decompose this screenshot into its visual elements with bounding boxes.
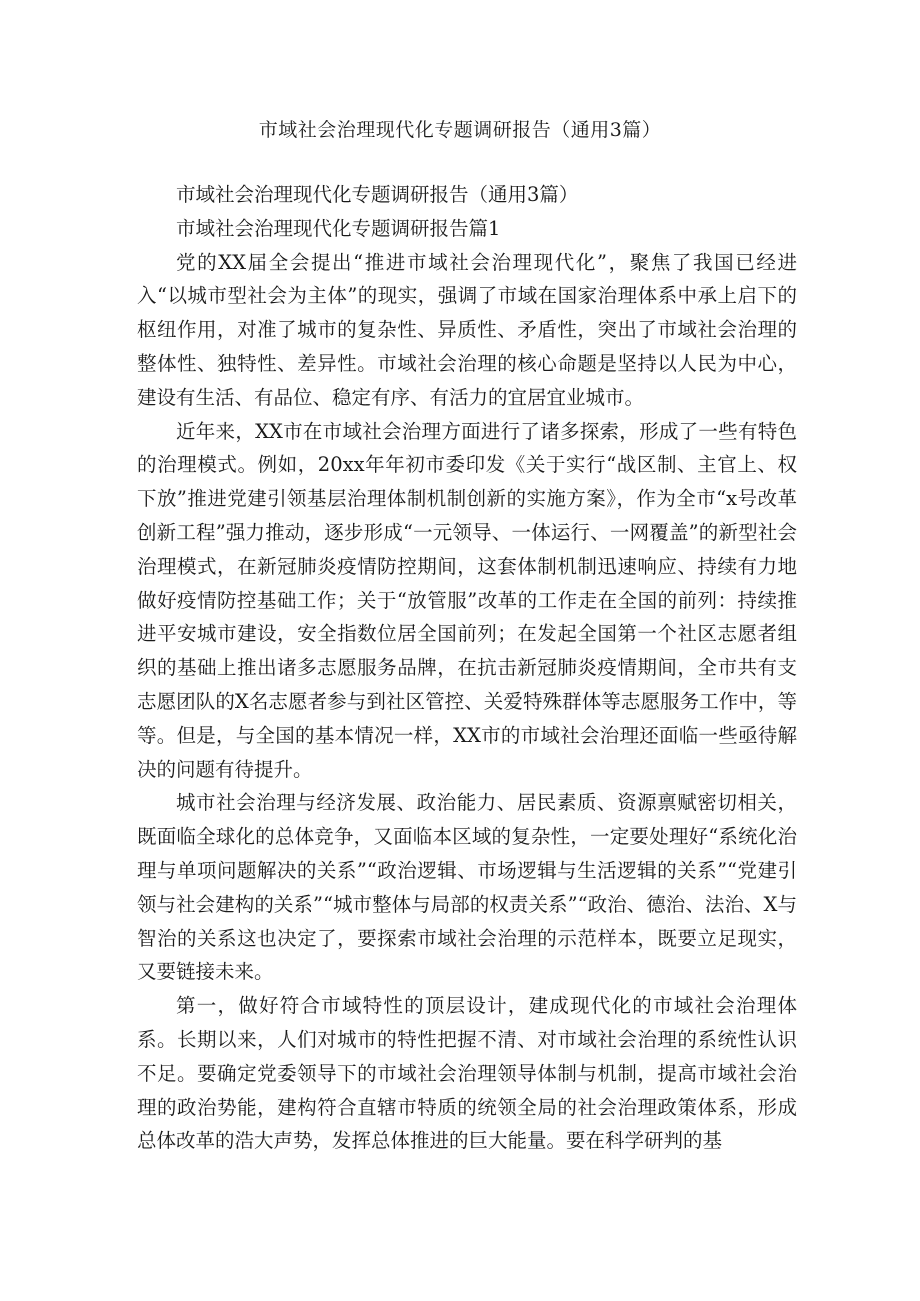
paragraph-4: 第一，做好符合市域特性的顶层设计，建成现代化的市域社会治理体系。长期以来，人们对城市的特性把握不清、对市域社会治理的系统性认识不足。要确定党委领导下的市域社会治理领导体制与机制，提高市域社会治理的政治势能，建构符合直辖市特质的统领全局的社会治理政策体系，形成总体改革的浩大声势，发挥总体推进的巨大能量。要在科学研判的基 (137, 994, 797, 1153)
paragraph-3: 城市社会治理与经济发展、政治能力、居民素质、资源禀赋密切相关，既面临全球化的总体竞争，又面临本区域的复杂性，一定要处理好“系统化治理与单项问题解决的关系”“政治逻辑、市场逻辑与生活逻辑的关系”“党建引领与社会建构的关系”“城市整体与局部的权责关系”“政治、德治、法治、X与智治的关系这也决定了，要探索市域社会治理的示范样本，既要立足现实，又要链接未来。 (137, 791, 797, 984)
document-title: 市域社会治理现代化专题调研报告（通用3篇） (258, 119, 662, 141)
section-heading: 市域社会治理现代化专题调研报告篇1 (176, 216, 501, 240)
paragraph-2: 近年来，XX市在市域社会治理方面进行了诸多探索，形成了一些有特色的治理模式。例如，20xx年年初市委印发《关于实行“战区制、主官上、权下放”推进党建引领基层治理体制机制创新的实施方案》，作为全市“x号改革创新工程”强力推动，逐步形成“一元领导、一体运行、一网覆盖”的新型社会治理模式，在新冠肺炎疫情防控期间，这套体制机制迅速响应、持续有力地做好疫情防控基础工作；关于“放管服”改革的工作走在全国的前列：持续推进平安城市建设，安全指数位居全国前列；在发起全国第一个社区志愿者组织的基础上推出诸多志愿服务品牌，在抗击新冠肺炎疫情期间，全市共有支志愿团队的X名志愿者参与到社区管控、关爱特殊群体等志愿服务工作中，等等。但是，与全国的基本情况一样，XX市的市域社会治理还面临一些亟待解决的问题有待提升。 (137, 419, 797, 781)
paragraph-1: 党的XX届全会提出“推进市域社会治理现代化”，聚焦了我国已经进入“以城市型社会为主体”的现实，强调了市域在国家治理体系中承上启下的枢纽作用，对准了城市的复杂性、异质性、矛盾性，突出了市域社会治理的整体性、独特性、差异性。市域社会治理的核心命题是坚持以人民为中心，建设有生活、有品位、稳定有序、有活力的宜居宜业城市。 (137, 250, 797, 409)
document-subtitle: 市域社会治理现代化专题调研报告（通用3篇） (176, 183, 579, 206)
document-body (137, 178, 797, 1158)
